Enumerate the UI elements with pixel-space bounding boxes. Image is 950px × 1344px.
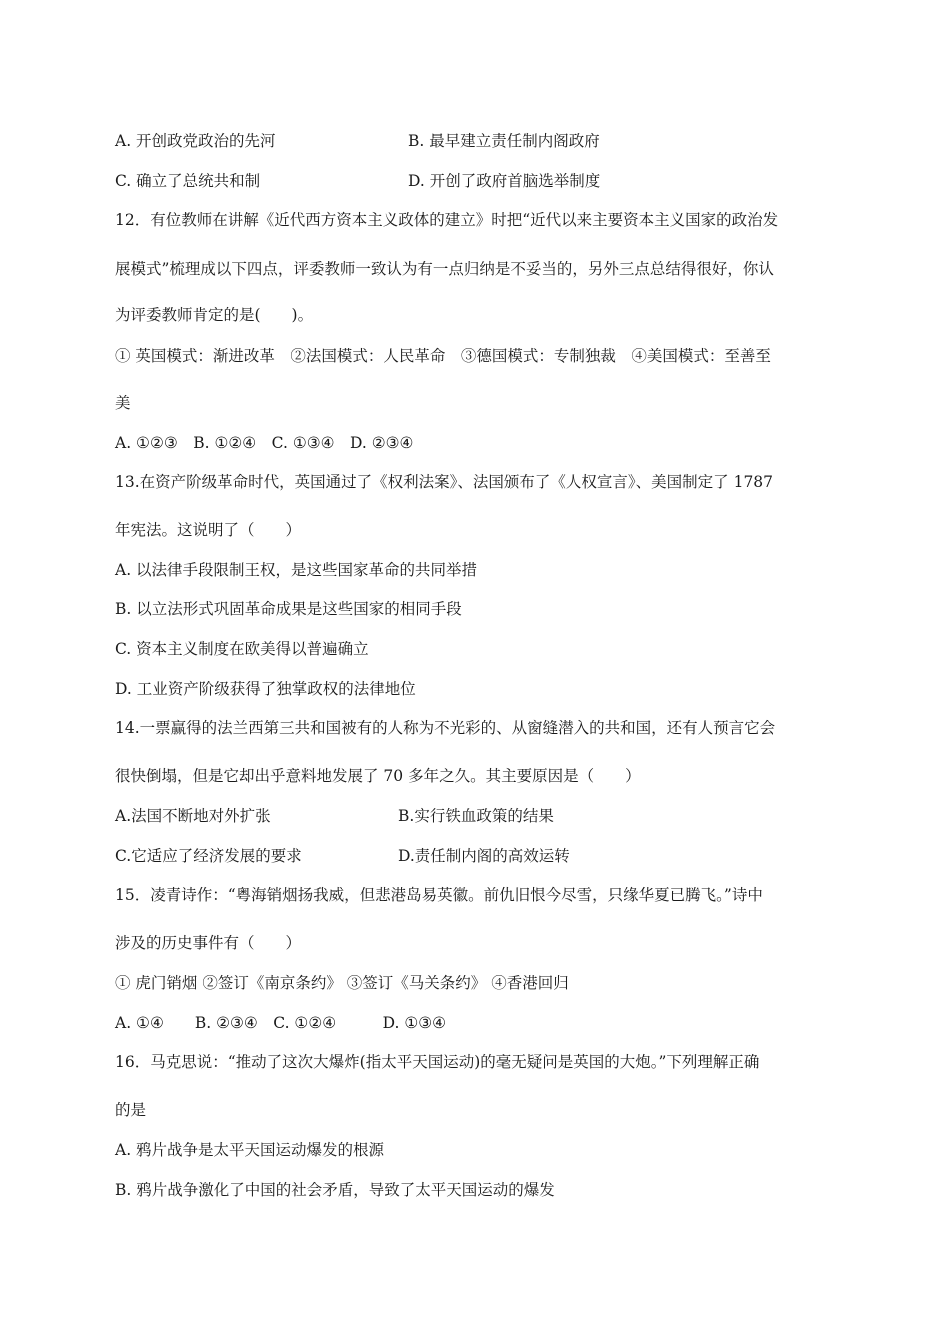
q13-option-b: B. 以立法形式巩固革命成果是这些国家的相同手段 <box>115 600 462 618</box>
q12-options: A. ①②③ B. ①②④ C. ①③④ D. ②③④ <box>115 434 414 452</box>
q13-stem-line-1: 13.在资产阶级革命时代，英国通过了《权利法案》、法国颁布了《人权宣言》、美国制定了 1787 <box>115 473 774 491</box>
q12-items: ① 英国模式：渐进改革 ②法国模式：人民革命 ③德国模式：专制独裁 ④美国模式：至善至 <box>115 347 771 365</box>
q12-stem-line-3: 为评委教师肯定的是( )。 <box>115 306 314 324</box>
q13-option-c: C. 资本主义制度在欧美得以普遍确立 <box>115 640 369 658</box>
q15-items: ① 虎门销烟 ②签订《南京条约》 ③签订《马关条约》 ④香港回归 <box>115 974 569 992</box>
q12-stem-line-1: 12．有位教师在讲解《近代西方资本主义政体的建立》时把“近代以来主要资本主义国家的政治发 <box>115 211 779 229</box>
q14-option-c: C.它适应了经济发展的要求 <box>115 847 302 865</box>
q12-items-continued: 美 <box>115 394 131 412</box>
q11-option-d: D. 开创了政府首脑选举制度 <box>408 172 601 190</box>
q15-options: A. ①④ B. ②③④ C. ①②④ D. ①③④ <box>115 1014 447 1032</box>
q14-stem-line-1: 14.一票赢得的法兰西第三共和国被有的人称为不光彩的、从窗缝潜入的共和国，还有人预言它会 <box>115 719 776 737</box>
q13-stem-line-2: 年宪法。这说明了（ ） <box>115 521 302 539</box>
q11-option-a: A. 开创政党政治的先河 <box>115 132 276 150</box>
q16-stem-line-2: 的是 <box>115 1101 147 1119</box>
q13-option-a: A. 以法律手段限制王权，是这些国家革命的共同举措 <box>115 561 478 579</box>
q11-option-c: C. 确立了总统共和制 <box>115 172 261 190</box>
q15-stem-line-1: 15．凌青诗作：“粤海销烟扬我威，但悲港岛易英徽。前仇旧恨今尽雪，只缘华夏已腾飞。”诗中 <box>115 886 763 904</box>
q14-option-a: A.法国不断地对外扩张 <box>115 807 271 825</box>
q16-option-b: B. 鸦片战争激化了中国的社会矛盾，导致了太平天国运动的爆发 <box>115 1181 555 1199</box>
q13-option-d: D. 工业资产阶级获得了独掌政权的法律地位 <box>115 680 416 698</box>
q11-option-row-1 <box>115 131 600 151</box>
q15-stem-line-2: 涉及的历史事件有（ ） <box>115 934 302 952</box>
q11-option-row-2 <box>115 171 601 191</box>
q14-option-row-2 <box>115 846 570 866</box>
q14-option-b: B.实行铁血政策的结果 <box>398 807 554 825</box>
q12-stem-line-2: 展模式”梳理成以下四点，评委教师一致认为有一点归纳是不妥当的，另外三点总结得很好，你认 <box>115 260 774 278</box>
q14-stem-line-2: 很快倒塌，但是它却出乎意料地发展了 70 多年之久。其主要原因是（ ） <box>115 767 641 785</box>
q11-option-b: B. 最早建立责任制内阁政府 <box>408 132 600 150</box>
q16-option-a: A. 鸦片战争是太平天国运动爆发的根源 <box>115 1141 385 1159</box>
q14-option-row-1 <box>115 806 554 826</box>
q14-option-d: D.责任制内阁的高效运转 <box>398 847 570 865</box>
q16-stem-line-1: 16．马克思说：“推动了这次大爆炸(指太平天国运动)的毫无疑问是英国的大炮。”下列理解正确 <box>115 1053 760 1071</box>
